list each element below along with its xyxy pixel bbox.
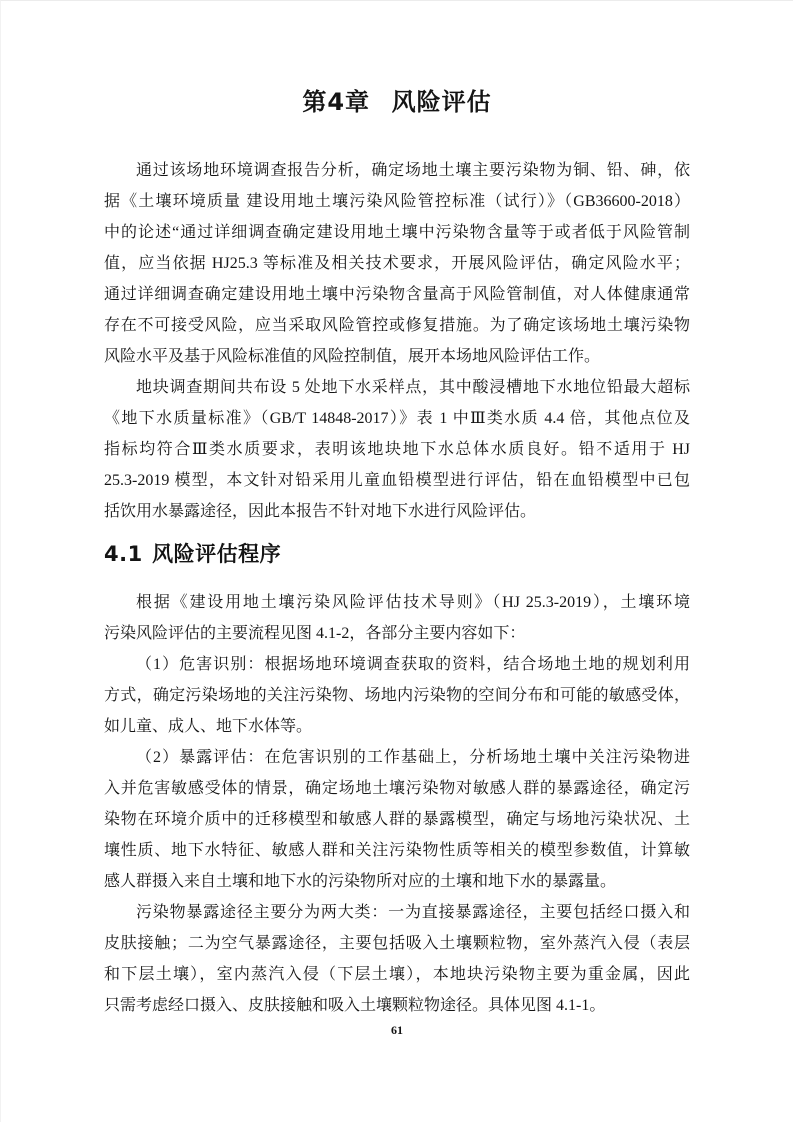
text-line: 壤性质、地下水特征、敏感人群和关注污染物性质等相关的模型参数值，计算敏 [104, 842, 690, 859]
document-body [104, 155, 690, 1021]
chapter-number: 第4章 [302, 88, 371, 116]
text-line: 染物在环境介质中的迁移模型和敏感人群的暴露模型，确定与场地污染状况、土 [104, 811, 690, 828]
paragraph [104, 742, 690, 897]
text-line: 据《土壤环境质量 建设用地土壤污染风险管控标准（试行）》（GB36600-2018） [104, 193, 690, 210]
text-line: 方式，确定污染场地的关注污染物、场地内污染物的空间分布和可能的敏感受体， [104, 687, 690, 704]
paragraph [104, 155, 690, 372]
chapter-title [104, 85, 690, 119]
text-line: 风险水平及基于风险标准值的风险控制值，展开本场地风险评估工作。 [104, 348, 601, 365]
text-line: 值，应当依据 HJ25.3 等标准及相关技术要求，开展风险评估，确定风险水平； [104, 255, 690, 272]
text-line: 污染风险评估的主要流程见图 4.1-2，各部分主要内容如下： [104, 625, 526, 642]
paragraph [104, 897, 690, 1021]
text-line: 如儿童、成人、地下水体等。 [104, 718, 313, 735]
text-line: 皮肤接触；二为空气暴露途径，主要包括吸入土壤颗粒物，室外蒸汽入侵（表层 [104, 935, 690, 952]
text-line: 《地下水质量标准》（GB/T 14848-2017）》表 1 中Ⅲ类水质 4.4 倍，其他点位及 [104, 410, 690, 427]
text-line: 指标均符合Ⅲ类水质要求，表明该地块地下水总体水质良好。铅不适用于 HJ [104, 441, 690, 458]
text-line: 25.3-2019 模型，本文针对铅采用儿童血铅模型进行评估，铅在血铅模型中已包 [104, 472, 690, 489]
text-line: （2）暴露评估：在危害识别的工作基础上，分析场地土壤中关注污染物进 [136, 749, 690, 766]
text-line: 括饮用水暴露途径，因此本报告不针对地下水进行风险评估。 [104, 503, 537, 520]
text-line: 中的论述“通过详细调查确定建设用地土壤中污染物含量等于或者低于风险管制 [104, 224, 690, 241]
text-line: 入并危害敏感受体的情景，确定场地土壤污染物对敏感人群的暴露途径，确定污 [104, 780, 690, 797]
text-line: 感人群摄入来自土壤和地下水的污染物所对应的土壤和地下水的暴露量。 [104, 873, 617, 890]
text-line: 污染物暴露途径主要分为两大类：一为直接暴露途径，主要包括经口摄入和 [136, 904, 690, 921]
text-line: 和下层土壤），室内蒸汽入侵（下层土壤），本地块污染物主要为重金属，因此 [104, 966, 690, 983]
text-line: 只需考虑经口摄入、皮肤接触和吸入土壤颗粒物途径。具体见图 4.1-1。 [104, 997, 606, 1014]
paragraph [104, 587, 690, 649]
text-line: 根据《建设用地土壤污染风险评估技术导则》（HJ 25.3-2019），土壤环境 [136, 594, 690, 611]
paragraph [104, 372, 690, 527]
text-line: 通过该场地环境调查报告分析，确定场地土壤主要污染物为铜、铅、砷，依 [136, 162, 690, 179]
chapter-title-text: 风险评估 [391, 88, 492, 116]
section-title-text: 风险评估程序 [152, 542, 282, 566]
document-content [1, 1, 793, 1021]
section-heading [104, 539, 690, 569]
page-number: 61 [391, 1023, 403, 1037]
paragraph [104, 649, 690, 742]
text-line: （1）危害识别：根据场地环境调查获取的资料，结合场地土地的规划利用 [136, 656, 690, 673]
text-line: 通过详细调查确定建设用地土壤中污染物含量高于风险管制值，对人体健康通常 [104, 286, 690, 303]
section-number: 4.1 [104, 542, 143, 566]
text-line: 地块调查期间共布设 5 处地下水采样点，其中酸浸槽地下水地位铅最大超标 [136, 379, 690, 396]
text-line: 存在不可接受风险，应当采取风险管控或修复措施。为了确定该场地土壤污染物 [104, 317, 690, 334]
